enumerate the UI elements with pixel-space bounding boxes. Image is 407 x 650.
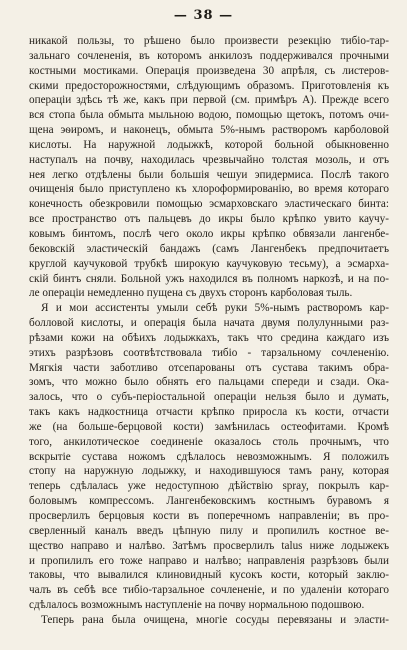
text-line: ковымъ бинтомъ, послѣ чего около икры крѣпко обвязали лангенбе- bbox=[29, 227, 389, 240]
text-line: таковы, что вывалился клиновидный кусокъ кости, который заклю- bbox=[29, 569, 389, 582]
text-line: и пропилилъ его тоже направо и налѣво; направленія разрѣзовъ были bbox=[29, 554, 389, 567]
text-line: никакой пользы, то рѣшено было произвести резекцію тибіо-тар- bbox=[29, 35, 389, 47]
text-line: конечность обезкровили помощью эсмарховскаго эластическаго бинта: bbox=[29, 198, 389, 211]
text-line: зомъ, что можно было обнять его пальцами спереди и сзади. Ока- bbox=[29, 376, 389, 389]
text-line: щество направо и налѣво. Затѣмъ просверлилъ talus ниже лодыжекъ bbox=[29, 539, 389, 552]
text-line: ле операціи немедленно пущена съ двухъ сторонъ карболовая тыль. bbox=[29, 287, 353, 300]
text-line: сдѣлалось возможнымъ наступленіе на почву нормальною подошвою. bbox=[29, 599, 365, 612]
text-line: операціи здѣсь тѣ же, какъ при первой (см. примѣръ А). Прежде всего bbox=[29, 94, 389, 107]
text-line: болловой кислоты, и операція была начата двумя полулунными раз- bbox=[29, 317, 389, 330]
text-line: бековскій эластическій бандажъ (самъ Лангенбекъ предпочитаетъ bbox=[29, 242, 389, 255]
text-line: круглой каучуковой трубкѣ широкую каучуковую тесьму), а эсмарха- bbox=[29, 257, 389, 270]
text-line: стопу на наружную лодыжку, и находившуюся тамъ рану, которая bbox=[29, 465, 389, 478]
body-text bbox=[29, 34, 389, 628]
text-line: очищенія было приступлено къ хлороформированію, во время котораго bbox=[29, 183, 389, 196]
text-line: залось, что о субъ-періостальной операціи нельзя было и думать, bbox=[29, 391, 389, 404]
text-line: Я и мои ассистенты умыли себѣ руки 5%-нымъ растворомъ кар- bbox=[41, 302, 389, 315]
text-line: боловымъ компрессомъ. Лангенбековскимъ костнымъ буравомъ я bbox=[29, 495, 389, 508]
page-number: — 38 — bbox=[173, 8, 234, 23]
text-line: скими предосторожностями, слѣдующимъ образомъ. Приготовленія къ bbox=[29, 79, 389, 92]
text-line: наступалъ на почву, находилась чрезвычайно толстая мозоль, и отъ bbox=[29, 153, 389, 166]
text-line: рѣзами кожи на обѣихъ лодыжкахъ, такъ что средина каждаго изъ bbox=[29, 331, 389, 344]
text-line: теперь сдѣлалась уже недоступною дѣйствію spray, покрылъ кар- bbox=[29, 480, 389, 493]
text-line: костными мостиками. Операція произведена 30 апрѣля, съ листеров- bbox=[29, 64, 389, 77]
text-line: Теперь рана была очищена, многіе сосуды перевязаны и эласти- bbox=[41, 613, 389, 626]
text-line: чалъ въ себѣ все тибіо-тарзальное сочлененіе, и по удаленіи котораго bbox=[29, 584, 389, 597]
text-line: зальнаго сочлененія, въ которомъ анкилозъ поддерживался прочными bbox=[29, 49, 389, 62]
text-line: скій бинтъ сняли. Больной ужъ находился въ полномъ наркозѣ, и на по- bbox=[29, 272, 389, 285]
text-line: кислоты. На наружной лодыжкѣ, которой больной обыкновенно bbox=[29, 138, 389, 151]
text-line: вся стопа была обмыта мыльною водою, помощью щетокъ, потомъ очи- bbox=[29, 109, 389, 122]
text-line: того, анкилотическое соединеніе оказалось столь прочнымъ, что bbox=[29, 435, 389, 448]
text-line: сверленный каналъ введъ цѣпную пилу и пропилилъ костное ве- bbox=[29, 524, 389, 537]
text-line: такъ какъ надкостница отчасти крѣпко приросла къ кости, отчасти bbox=[29, 406, 389, 419]
text-line: все пространство отъ пальцевъ до икры было крѣпко увито каучу- bbox=[29, 213, 389, 226]
text-line: вскрытіе сустава ножомъ сдѣлалось невозможнымъ. Я положилъ bbox=[29, 450, 389, 463]
text-line: же (на больше-берцовой кости) замѣнилась остеофитами. Кромѣ bbox=[29, 420, 389, 433]
text-line: просверлилъ берцовыя кости въ поперечномъ направленіи; въ про- bbox=[29, 510, 389, 522]
text-line: Мягкія части заботливо отсепарованы отъ сустава такимъ обра- bbox=[29, 361, 389, 374]
text-line: нея легко отдѣлены были большія чешуи эпидермиса. Послѣ такого bbox=[29, 168, 389, 181]
text-line: этихъ разрѣзовъ соотвѣтствовала тибіо - тарзальному сочлененію. bbox=[29, 346, 389, 359]
text-line: щена эѳиромъ, и наконецъ, обмыта 5%-нымъ растворомъ карболовой bbox=[29, 124, 389, 137]
